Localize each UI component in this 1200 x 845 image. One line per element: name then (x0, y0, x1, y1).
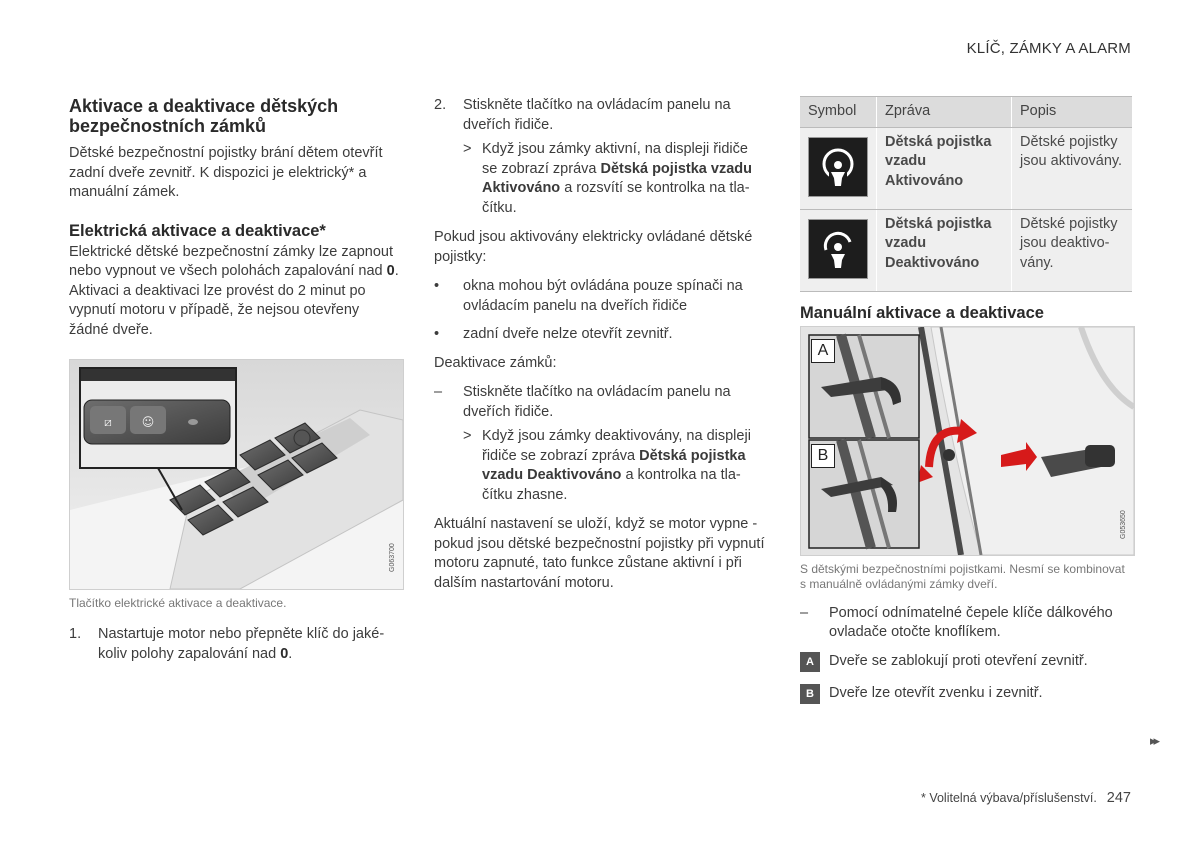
door-panel-drawing (70, 360, 403, 589)
table-cell-symbol (800, 127, 877, 209)
column-right (800, 96, 1133, 716)
page-number: 247 (1106, 790, 1131, 806)
table-cell-message: Dětská pojistka vzadu Aktivováno (877, 127, 1012, 209)
table-cell-symbol (800, 209, 877, 291)
table-header-description: Popis (1012, 97, 1133, 128)
step-1: 1. Nastartuje motor nebo přepněte klíč do jakékoliv polohy zapalování nad 0. (69, 626, 385, 662)
deactivation-result: > Když jsou zámky deaktivovány, na displeji řidiče se zobrazí zpráva Dětská pojistka vzadu Deaktivováno a kontrolka na tlačítku zhasne. (463, 428, 751, 503)
footer (921, 790, 1131, 806)
active-intro: Pokud jsou aktivovány elektricky ovládané dětské pojistky: (434, 229, 753, 265)
intro-paragraph: Dětské bezpečnostní pojistky brání dětem otevřít zadní dveře zevnitř. K dispozici je elektrický* a manuální zámek. (69, 145, 383, 200)
table-row (800, 127, 1132, 209)
child-lock-off-icon (808, 219, 868, 279)
deactivation-step: – Stiskněte tlačítko na ovládacím panelu na dveřích řidiče. (434, 384, 731, 420)
continue-arrow-icon: ▸▸ (1150, 733, 1158, 748)
table-header-symbol: Symbol (800, 97, 877, 128)
step-2: 2. Stiskněte tlačítko na ovládacím panelu na dveřích řidiče. (434, 97, 731, 133)
figure-label-a: A (811, 339, 835, 363)
deactivation-intro: Deaktivace zámků: (434, 354, 557, 371)
figure-id: G063700 (389, 543, 396, 572)
figure-id: G053650 (1120, 509, 1127, 539)
table-cell-message: Dětská pojistka vzadu Deaktivováno (877, 209, 1012, 291)
table-header-row (800, 97, 1132, 128)
table-cell-description: Dětské pojistky jsou deaktivovány. (1012, 209, 1133, 291)
label-a-badge: A (800, 652, 820, 672)
child-lock-on-icon (808, 137, 868, 197)
electric-heading: Elektrická aktivace a deaktivace* (69, 221, 326, 240)
manual-heading: Manuální aktivace a deaktivace (800, 303, 1044, 322)
svg-text:☺: ☺ (141, 415, 155, 429)
manual-lock-drawing (801, 327, 1134, 555)
manual-lock-illustration (800, 326, 1135, 556)
manual-step: – Pomocí odnímatelné čepele klíče dálkového ovladače otočte knoflíkem. (800, 604, 1113, 640)
label-b-badge: B (800, 684, 820, 704)
option-b: B Dveře lze otevřít zvenku i zevnitř. (800, 684, 1133, 704)
figure-label-b: B (811, 444, 835, 468)
column-middle (434, 96, 766, 603)
figure-caption: Tlačítko elektrické aktivace a deaktivace. (69, 596, 287, 610)
column-left (69, 96, 402, 673)
chapter-header: KLÍČ, ZÁMKY A ALARM (966, 40, 1131, 57)
svg-text:⧄: ⧄ (104, 415, 112, 429)
symbol-table (800, 96, 1132, 292)
table-cell-description: Dětské pojistky jsou aktivovány. (1012, 127, 1133, 209)
bullet-1: • okna mohou být ovládána pouze spínači na ovládacím panelu na dveřích řidiče (434, 278, 743, 314)
bullet-2: • zadní dveře nelze otevřít zevnitř. (434, 326, 673, 342)
step-2-result: > Když jsou zámky aktivní, na displeji řidiče se zobrazí zpráva Dětská pojistka vzadu Aktivováno a rozsvítí se kontrolka na tlačítku. (463, 141, 752, 216)
table-header-message: Zpráva (877, 97, 1012, 128)
current-setting-paragraph: Aktuální nastavení se uloží, když se motor vypne - pokud jsou dětské bezpečnostní pojistky při vypnutí motoru zapnuté, tato funkce zůstane aktivní i při dalším nastartování motoru. (434, 516, 765, 591)
electric-paragraph: Elektrické dětské bezpečnostní zámky lze zapnout nebo vypnout ve všech polohách zapalování nad 0. Aktivaci a deaktivaci lze provést do 2 minut po vypnutí motoru v případě, že nejsou otevřeny žádné dveře. (69, 243, 399, 338)
figure-caption: S dětskými bezpečnostními pojistkami. Nesmí se kombinovat s manuálně ovládanými zámky dveří. (800, 561, 1125, 591)
table-row (800, 209, 1132, 291)
option-a: A Dveře se zablokují proti otevření zevnitř. (800, 652, 1133, 672)
footnote: * Volitelná výbava/příslušenství. (921, 791, 1097, 805)
door-panel-illustration (69, 359, 404, 590)
section-title: Aktivace a deaktivace dětských bezpečnostních zámků (69, 96, 339, 136)
